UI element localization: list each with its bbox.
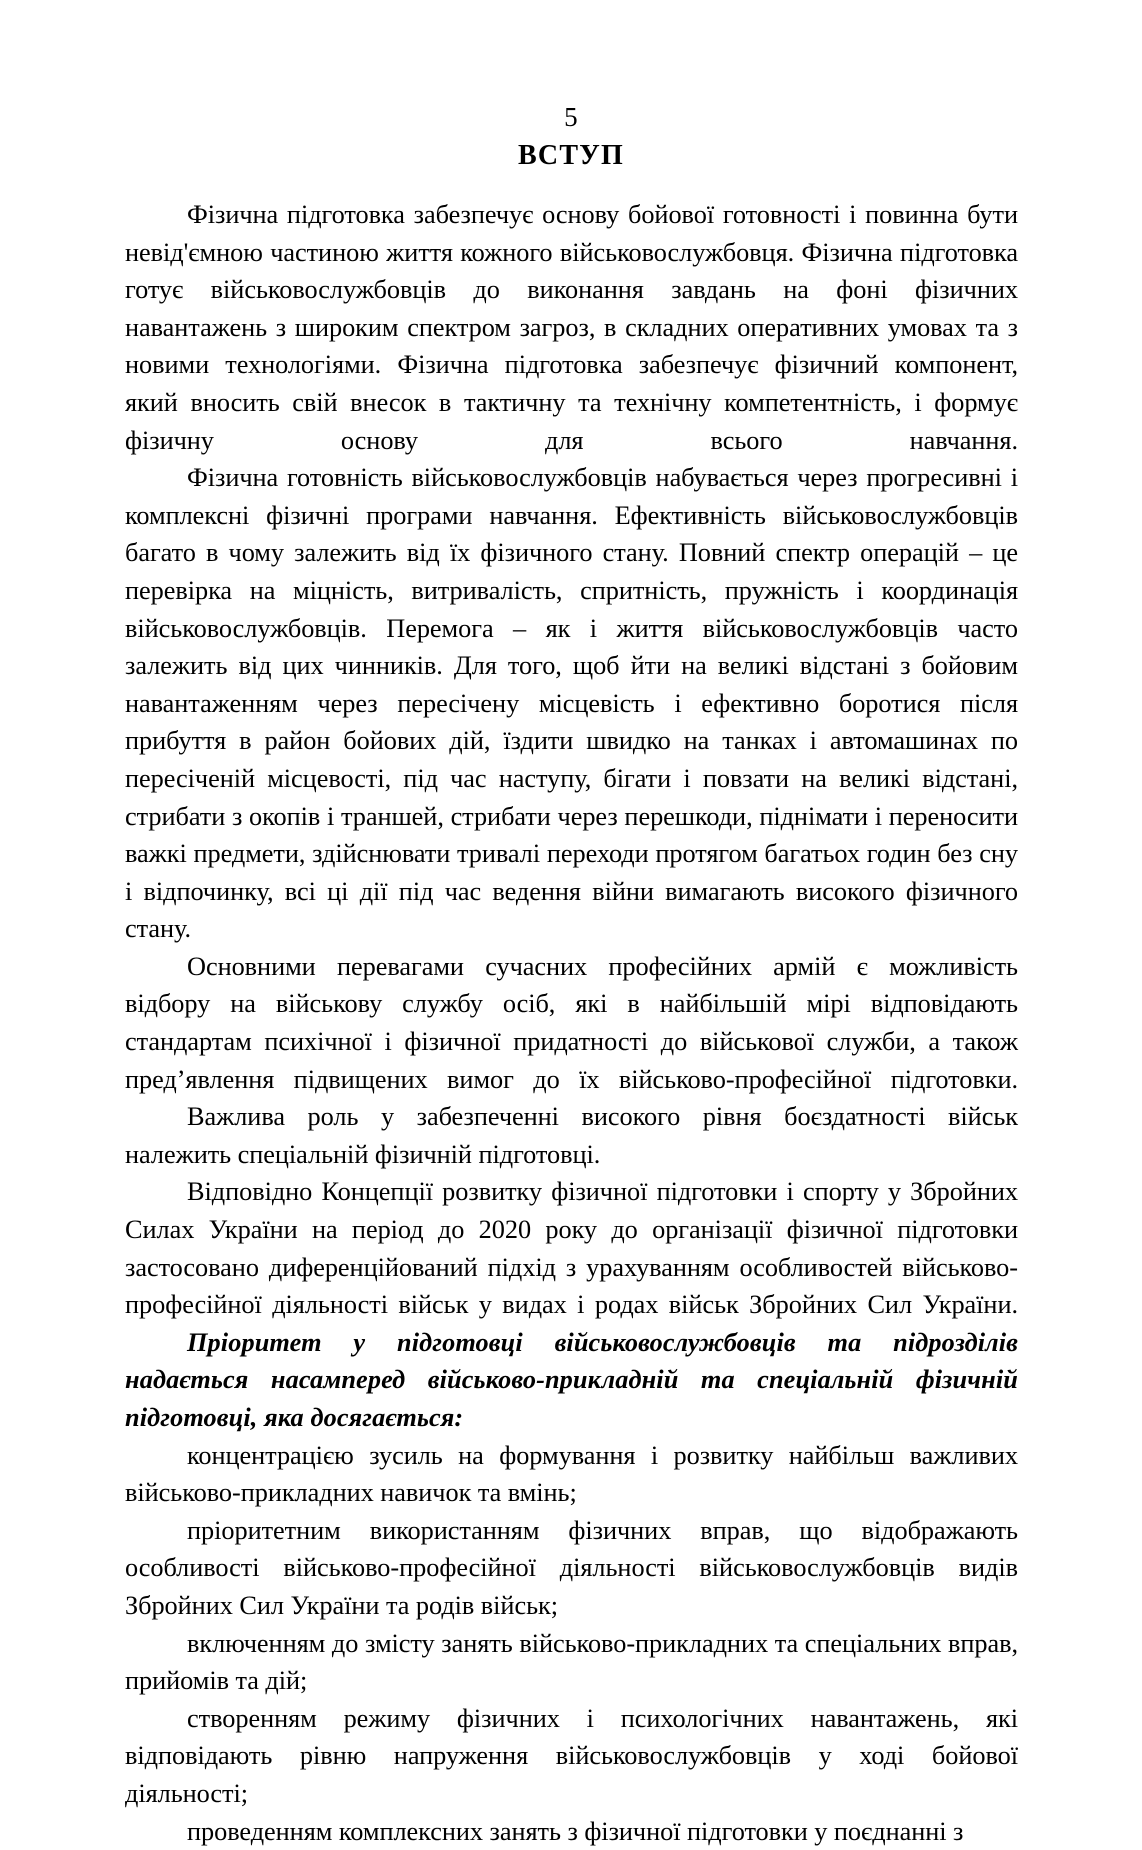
paragraph-intro-overview: Фізична підготовка забезпечує основу бойової готовності і повинна бути невід'ємною частиною життя кожного військовослужбовця. Фізична підготовка готує військовослужбовців до виконання завдань на фоні фізичних навантажень з широким спектром загроз, в складних оперативних умовах та з новими технологіями. Фізична підготовка забезпечує фізичний компонент, який вносить свій внесок в тактичну та технічну компетентність, і формує фізичну основу для всього навчання. (125, 200, 1018, 455)
list-item-inclusion-in-lessons: включенням до змісту занять військово-прикладних та спеціальних вправ, прийомів та дій; (125, 1628, 1018, 1696)
paragraph-concept-2020: Відповідно Концепції розвитку фізичної підготовки і спорту у Збройних Силах України на період до 2020 року до організації фізичної підготовки застосовано диференційований підхід з урахуванням особливостей військово-професійної діяльності військ у видах і родах військ Збройних Сил України. (125, 1177, 1018, 1320)
list-item-concentration-of-efforts: концентрацією зусиль на формування і розвитку найбільш важливих військово-прикладних навичок та вмінь; (125, 1440, 1018, 1508)
paragraph-priority-emphasis: Пріоритет у підготовці військовослужбовців та підрозділів надається насамперед військово-прикладній та спеціальній фізичній підготовці, яка досягається: (125, 1327, 1018, 1432)
page-title: ВСТУП (518, 140, 624, 171)
list-item-priority-exercises: пріоритетним використанням фізичних вправ, що відображають особливості військово-професійної діяльності військовослужбовців видів Збройних Сил України та родів військ; (125, 1515, 1018, 1620)
paragraph-special-training-role: Важлива роль у забезпеченні високого рівня боєздатності військ належить спеціальній фізичній підготовці. (125, 1102, 1018, 1169)
paragraph-physical-readiness: Фізична готовність військовослужбовців набувається через прогресивні і комплексні фізичні програми навчання. Ефективність військовослужбовців багато в чому залежить від їх фізичного стану. Повний спектр операцій – це перевірка на міцність, витривалість, спритність, пружність і координація військовослужбовців. Перемога – як і життя військовослужбовців часто залежить від цих чинників. Для того, щоб йти на великі відстані з бойовим навантаженням через пересічену місцевість і ефективно боротися після прибуття в район бойових дій, їздити швидко на танках і автомашинах по пересіченій місцевості, під час наступу, бігати і повзати на великі відстані, стрибати з окопів і траншей, стрибати через перешкоди, піднімати і переносити важкі предмети, здійснювати тривалі переходи протягом багатьох годин без сну і відпочинку, всі ці дії під час ведення війни вимагають високого фізичного стану. (125, 463, 1018, 944)
document-body (125, 196, 1018, 1850)
list-item-complex-lessons: проведенням комплексних занять з фізичної підготовки у поєднанні з (187, 1816, 964, 1846)
list-item-load-regime: створенням режиму фізичних і психологічних навантажень, які відповідають рівню напруження військовослужбовців у ході бойової діяльності; (125, 1703, 1018, 1808)
paragraph-professional-armies: Основними перевагами сучасних професійних армій є можливість відбору на військову службу осіб, які в найбільшій мірі відповідають стандартам психічної і фізичної придатності до військової служби, а також пред’явлення підвищених вимог до їх військово-професійної підготовки. (125, 951, 1018, 1094)
page-number: 5 (564, 102, 578, 132)
